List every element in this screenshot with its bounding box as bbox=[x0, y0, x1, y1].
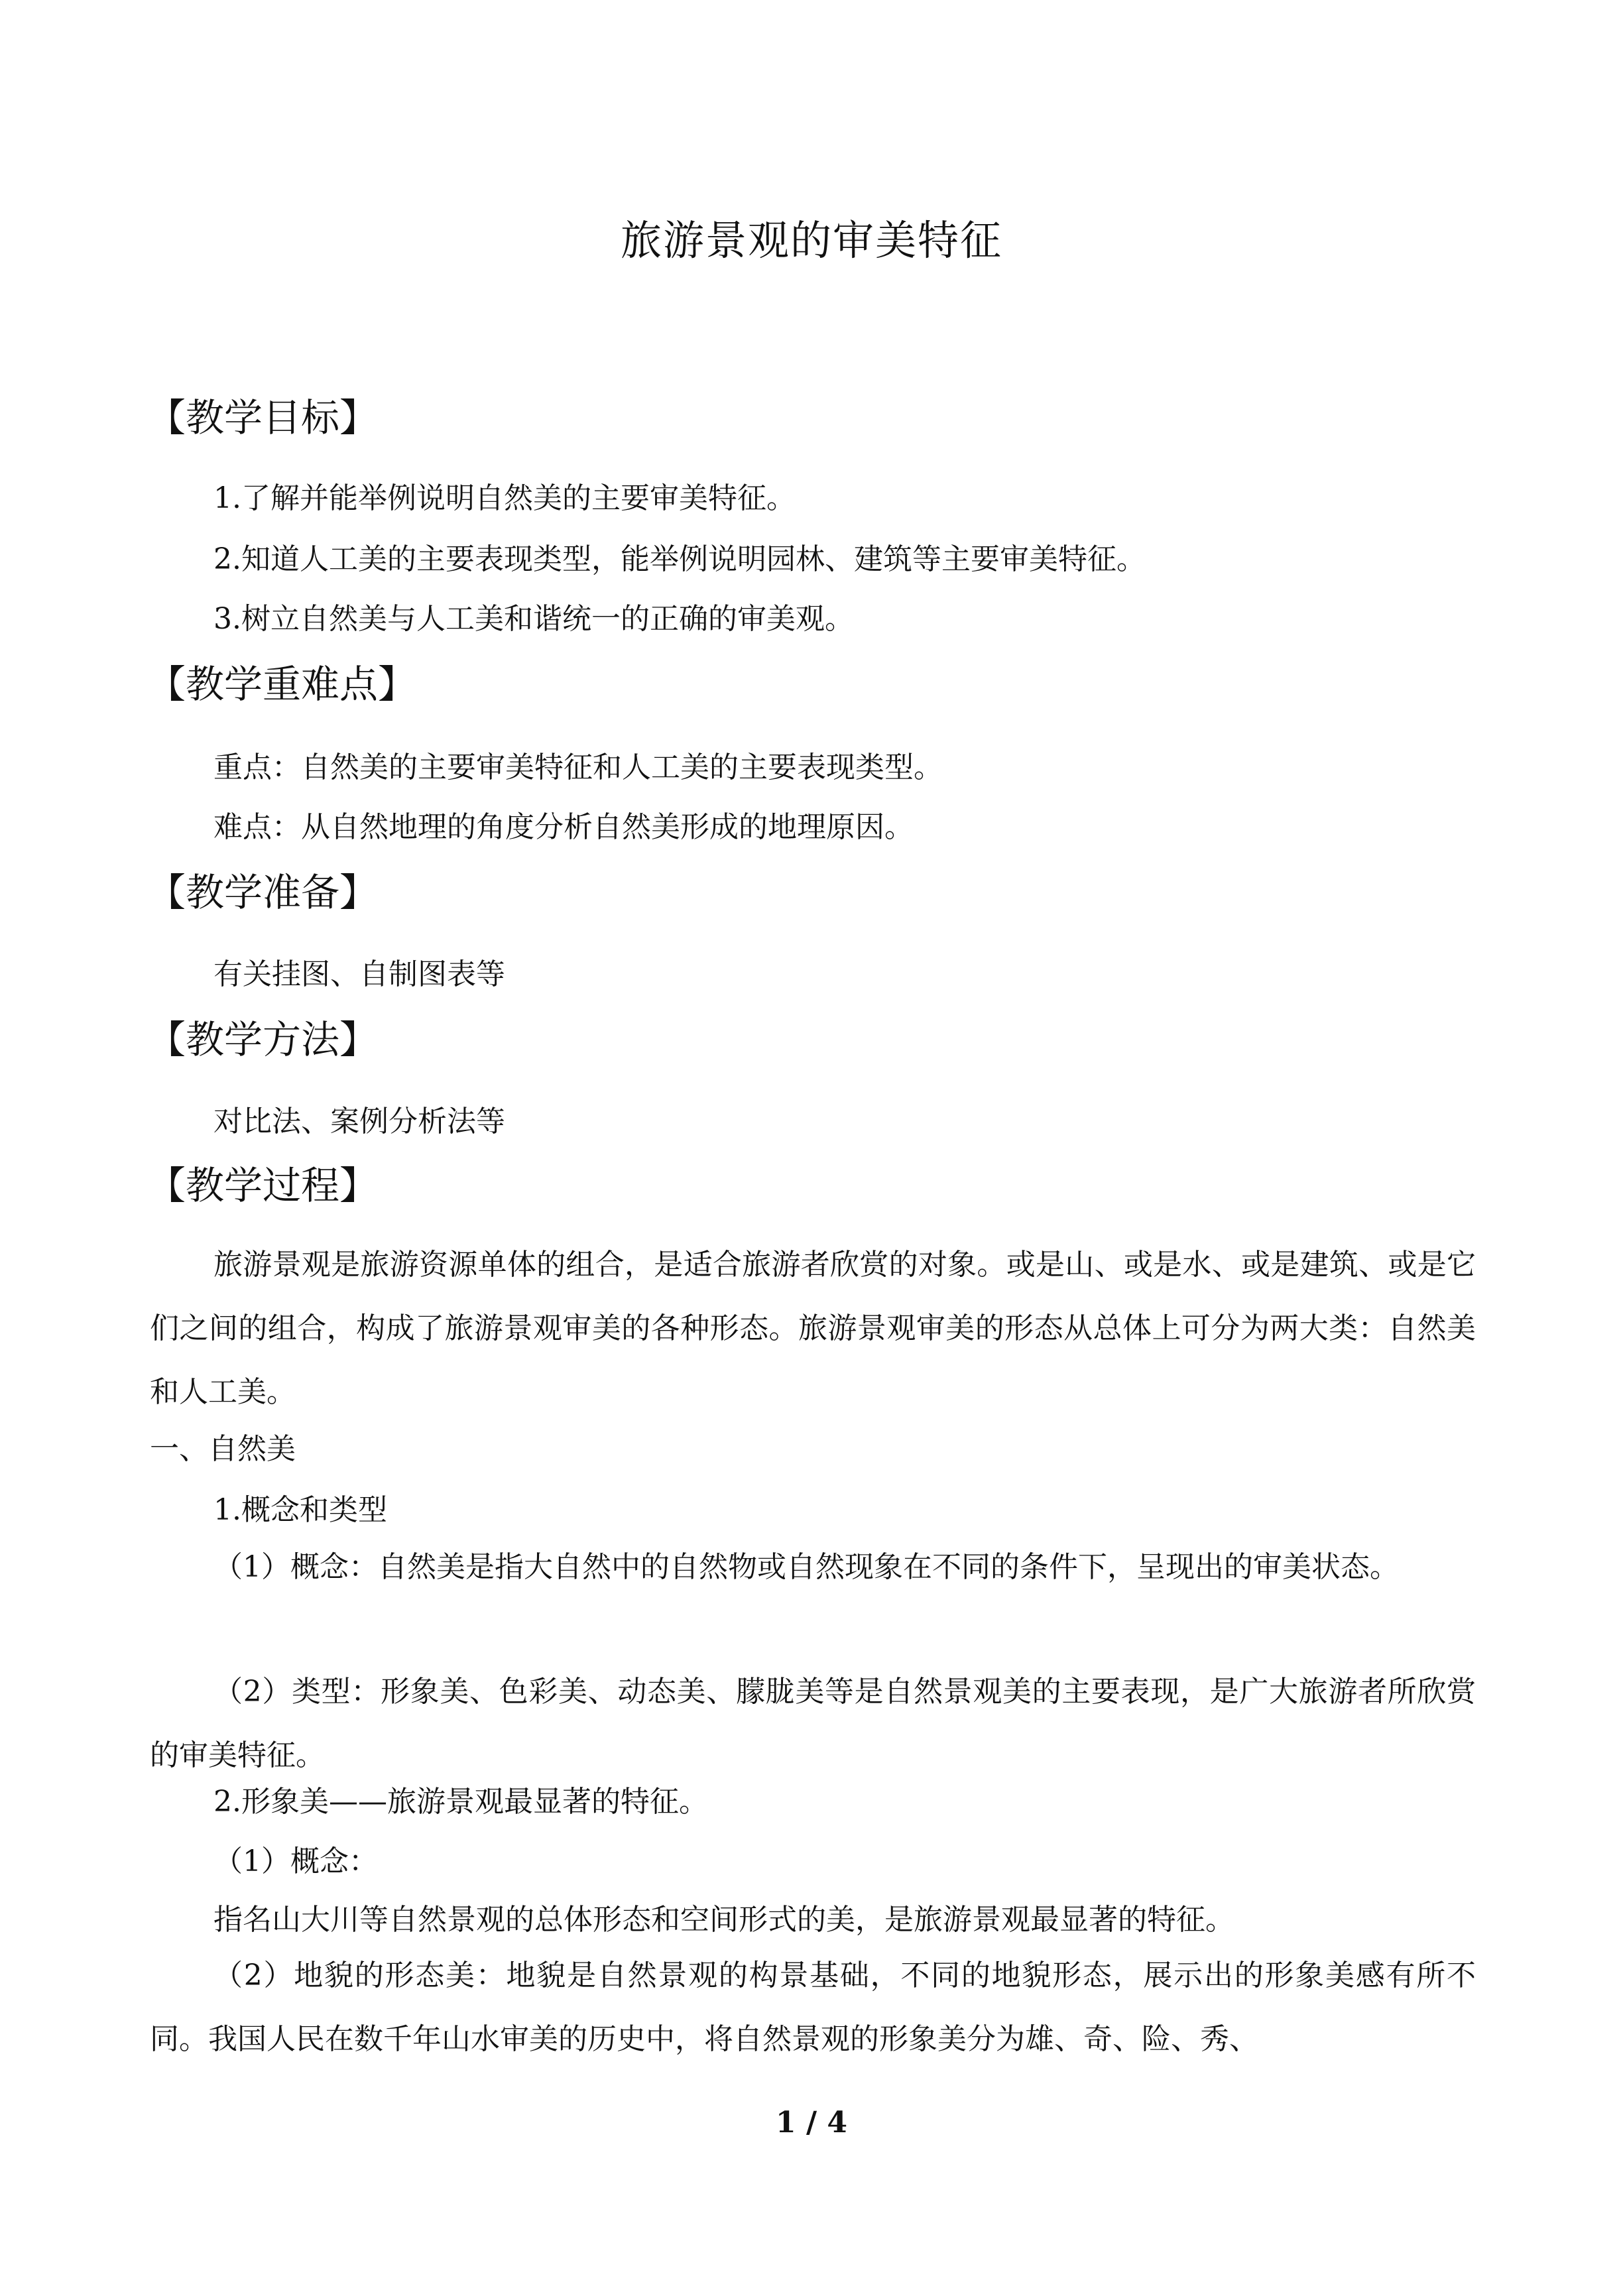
goal-item-3: 3.树立自然美与人工美和谐统一的正确的审美观。 bbox=[213, 602, 854, 636]
document-title: 旅游景观的审美特征 bbox=[620, 216, 1002, 265]
part-natural-beauty-title: 一、自然美 bbox=[150, 1432, 296, 1466]
heading-process: 【教学过程】 bbox=[147, 1163, 379, 1208]
types-paragraph: （2）类型：形象美、色彩美、动态美、朦胧美等是自然景观美的主要表现，是广大旅游者所欣赏的审美特征。 bbox=[150, 1675, 1476, 1772]
difficult-point-item: 难点：从自然地理的角度分析自然美形成的地理原因。 bbox=[213, 810, 914, 844]
heading-preparation: 【教学准备】 bbox=[147, 870, 379, 915]
image-beauty-concept-text: 指名山大川等自然景观的总体形态和空间形式的美，是旅游景观最显著的特征。 bbox=[213, 1903, 1234, 1937]
methods-text: 对比法、案例分析法等 bbox=[213, 1105, 505, 1138]
goal-item-1: 1.了解并能举例说明自然美的主要审美特征。 bbox=[213, 481, 796, 515]
heading-teaching-goals: 【教学目标】 bbox=[147, 395, 379, 440]
goal-item-2: 2.知道人工美的主要表现类型，能举例说明园林、建筑等主要审美特征。 bbox=[213, 542, 1146, 576]
concept-paragraph: （1）概念：自然美是指大自然中的自然物或自然现象在不同的条件下，呈现出的审美状态。 bbox=[213, 1550, 1399, 1584]
sub-image-beauty-title: 2.形象美——旅游景观最显著的特征。 bbox=[213, 1785, 708, 1819]
sub-concept-types-title: 1.概念和类型 bbox=[213, 1493, 387, 1527]
heading-methods: 【教学方法】 bbox=[147, 1017, 379, 1062]
image-beauty-concept-label: （1）概念： bbox=[213, 1844, 378, 1878]
landform-paragraph: （2）地貌的形态美：地貌是自然景观的构景基础，不同的地貌形态，展示出的形象美感有所不同。我国人民在数千年山水审美的历史中，将自然景观的形象美分为雄、奇、险、秀、 bbox=[150, 1959, 1476, 2056]
preparation-text: 有关挂图、自制图表等 bbox=[213, 957, 505, 991]
key-point-item: 重点：自然美的主要审美特征和人工美的主要表现类型。 bbox=[213, 751, 943, 784]
process-intro-paragraph: 旅游景观是旅游资源单体的组合，是适合旅游者欣赏的对象。或是山、或是水、或是建筑、或是它们之间的组合，构成了旅游景观审美的各种形态。旅游景观审美的形态从总体上可分为两大类：自然美和人工美。 bbox=[150, 1248, 1476, 1409]
page-number: 1 / 4 bbox=[776, 2106, 847, 2140]
heading-key-points: 【教学重难点】 bbox=[147, 662, 417, 707]
